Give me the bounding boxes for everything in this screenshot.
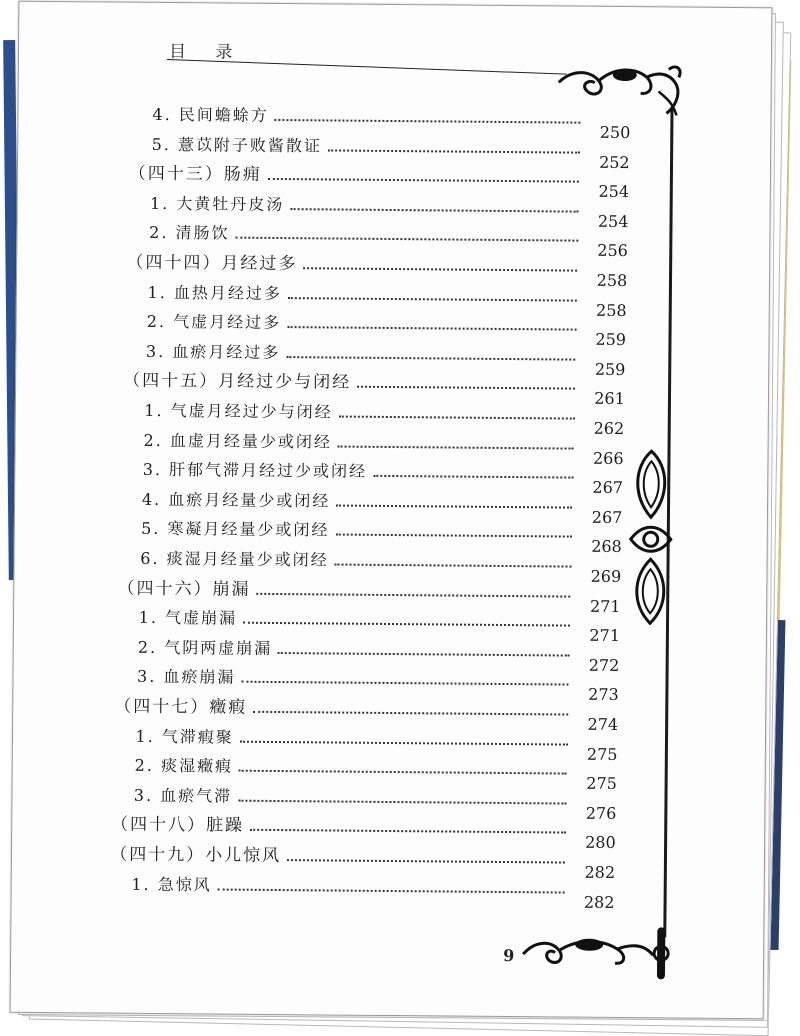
dot-leader <box>335 564 572 568</box>
toc-entry-title: 1. 气虚月经过少与闭经 <box>144 400 333 422</box>
page-number: 9 <box>503 945 515 966</box>
dot-leader <box>238 799 566 804</box>
toc-entry-title: （四十三）肠痈 <box>128 163 262 186</box>
toc-entry <box>114 693 619 734</box>
dot-leader <box>278 652 569 657</box>
dot-leader <box>290 208 578 213</box>
toc-entry <box>131 870 615 912</box>
toc-entry-title: 5. 薏苡附子败酱散证 <box>151 134 323 155</box>
toc-entry <box>133 782 617 823</box>
toc-entry-title: 1. 气滞瘕聚 <box>135 726 234 747</box>
dot-leader <box>241 681 568 686</box>
toc-entry-page: 272 <box>588 655 620 675</box>
toc-entry-page: 254 <box>598 181 630 202</box>
dot-leader <box>338 445 574 449</box>
toc-entry-title: 4. 血瘀月经量少或闭经 <box>141 489 331 511</box>
toc-entry-page: 259 <box>594 359 626 379</box>
toc-entry-title: 2. 清肠饮 <box>149 223 230 243</box>
toc-entry-title: 3. 血瘀崩漏 <box>136 667 236 688</box>
toc-entry <box>149 219 628 261</box>
toc-entry <box>141 486 623 527</box>
dot-leader <box>335 534 571 538</box>
toc-entry-page: 259 <box>595 329 627 350</box>
toc-entry <box>128 160 630 202</box>
dot-leader <box>243 622 570 627</box>
dot-leader <box>253 711 568 716</box>
toc-entry <box>117 574 621 616</box>
dot-leader <box>288 297 577 302</box>
toc-entry-page: 250 <box>599 122 631 143</box>
dot-leader <box>287 859 565 863</box>
dot-leader <box>236 237 578 242</box>
toc-entry <box>146 308 627 350</box>
dot-leader <box>336 504 572 508</box>
toc-entry-title: 1. 大黄牡丹皮汤 <box>149 193 285 214</box>
toc-entry <box>110 811 616 853</box>
dot-leader <box>339 416 575 420</box>
toc-entry-page: 258 <box>596 270 628 291</box>
toc-entry <box>147 278 627 320</box>
toc-entry-page: 254 <box>597 211 629 231</box>
dot-leader <box>256 592 570 597</box>
toc-entry-page: 267 <box>591 507 623 527</box>
toc-entry-page: 274 <box>587 714 619 734</box>
dot-leader <box>328 149 580 153</box>
toc-entry-page: 256 <box>597 241 628 261</box>
dot-leader <box>286 356 575 361</box>
toc-entry-title: （四十七）癥瘕 <box>114 696 248 718</box>
toc-entry-page: 273 <box>588 685 619 705</box>
toc-entry <box>110 841 616 882</box>
toc-entry <box>143 426 624 468</box>
dot-leader <box>275 119 581 124</box>
toc-entry <box>151 130 630 172</box>
toc-entry-title: 5. 寒凝月经量少或闭经 <box>141 519 330 540</box>
table-of-contents <box>11 2 772 1019</box>
toc-entry-page: 276 <box>585 803 617 823</box>
toc-entry <box>149 190 629 231</box>
toc-entry-page: 275 <box>586 744 618 764</box>
dot-leader <box>240 740 568 745</box>
toc-entry-page: 280 <box>585 833 616 853</box>
dot-leader <box>357 386 575 390</box>
toc-entry-page: 258 <box>595 300 627 320</box>
toc-entry-page: 275 <box>586 773 617 794</box>
toc-entry-page: 268 <box>591 537 622 557</box>
toc-entry-page: 271 <box>589 625 621 646</box>
toc-page <box>10 1 773 1020</box>
toc-entry-title: （四十八）脏躁 <box>110 814 245 837</box>
toc-entry-page: 271 <box>589 596 621 616</box>
toc-entry-title: 4. 民间蟾蜍方 <box>152 104 269 125</box>
toc-entry <box>135 722 618 764</box>
toc-entry-page: 267 <box>592 477 624 498</box>
toc-entry <box>140 545 622 587</box>
toc-entry <box>152 101 631 143</box>
dot-leader <box>250 829 566 834</box>
toc-entry-title: （四十九）小儿惊风 <box>110 844 282 867</box>
toc-entry-title: （四十四）月经过多 <box>126 252 298 275</box>
toc-entry-title: 3. 血瘀气滞 <box>133 785 233 806</box>
toc-entry <box>137 634 620 675</box>
toc-entry <box>142 456 624 498</box>
toc-entry-title: 1. 急惊风 <box>131 874 212 895</box>
toc-entry-page: 269 <box>590 566 622 587</box>
toc-entry-page: 252 <box>599 152 630 172</box>
toc-entry-page: 261 <box>594 389 625 409</box>
dot-leader <box>268 178 579 183</box>
toc-entry-title: （四十五）月经过少与闭经 <box>123 371 352 394</box>
toc-entry-title: 3. 血瘀月经过多 <box>145 341 281 362</box>
toc-entry <box>138 604 621 646</box>
toc-entry-title: （四十六）崩漏 <box>117 578 251 600</box>
toc-entry-title: 2. 痰湿癥瘕 <box>134 755 234 776</box>
dot-leader <box>303 267 577 271</box>
toc-entry-title: 6. 痰湿月经量少或闭经 <box>140 548 329 570</box>
toc-entry-title: 2. 气虚月经过多 <box>146 312 282 333</box>
page-header-title: 目 录 <box>168 42 245 63</box>
toc-entry-title: 1. 气虚崩漏 <box>138 607 238 628</box>
toc-entry-page: 282 <box>584 862 616 882</box>
toc-entry <box>144 397 625 439</box>
toc-entry-page: 266 <box>592 448 624 468</box>
dot-leader <box>218 888 565 893</box>
toc-entry <box>141 515 622 557</box>
dot-leader <box>373 475 573 479</box>
toc-entry <box>123 367 625 409</box>
toc-entry <box>136 663 619 705</box>
toc-entry-title: 3. 肝郁气滞月经过少或闭经 <box>142 460 368 481</box>
dot-leader <box>239 770 567 775</box>
toc-entry-title: 2. 气阴两虚崩漏 <box>137 637 273 658</box>
toc-entry-page: 282 <box>583 892 615 912</box>
toc-entry <box>134 752 618 794</box>
toc-entry-page: 262 <box>593 418 625 439</box>
toc-entry <box>145 338 626 379</box>
dot-leader <box>287 326 576 331</box>
toc-entry-title: 1. 血热月经过多 <box>147 282 283 303</box>
toc-entry <box>126 249 628 291</box>
toc-entry-title: 2. 血虚月经量少或闭经 <box>143 430 332 452</box>
